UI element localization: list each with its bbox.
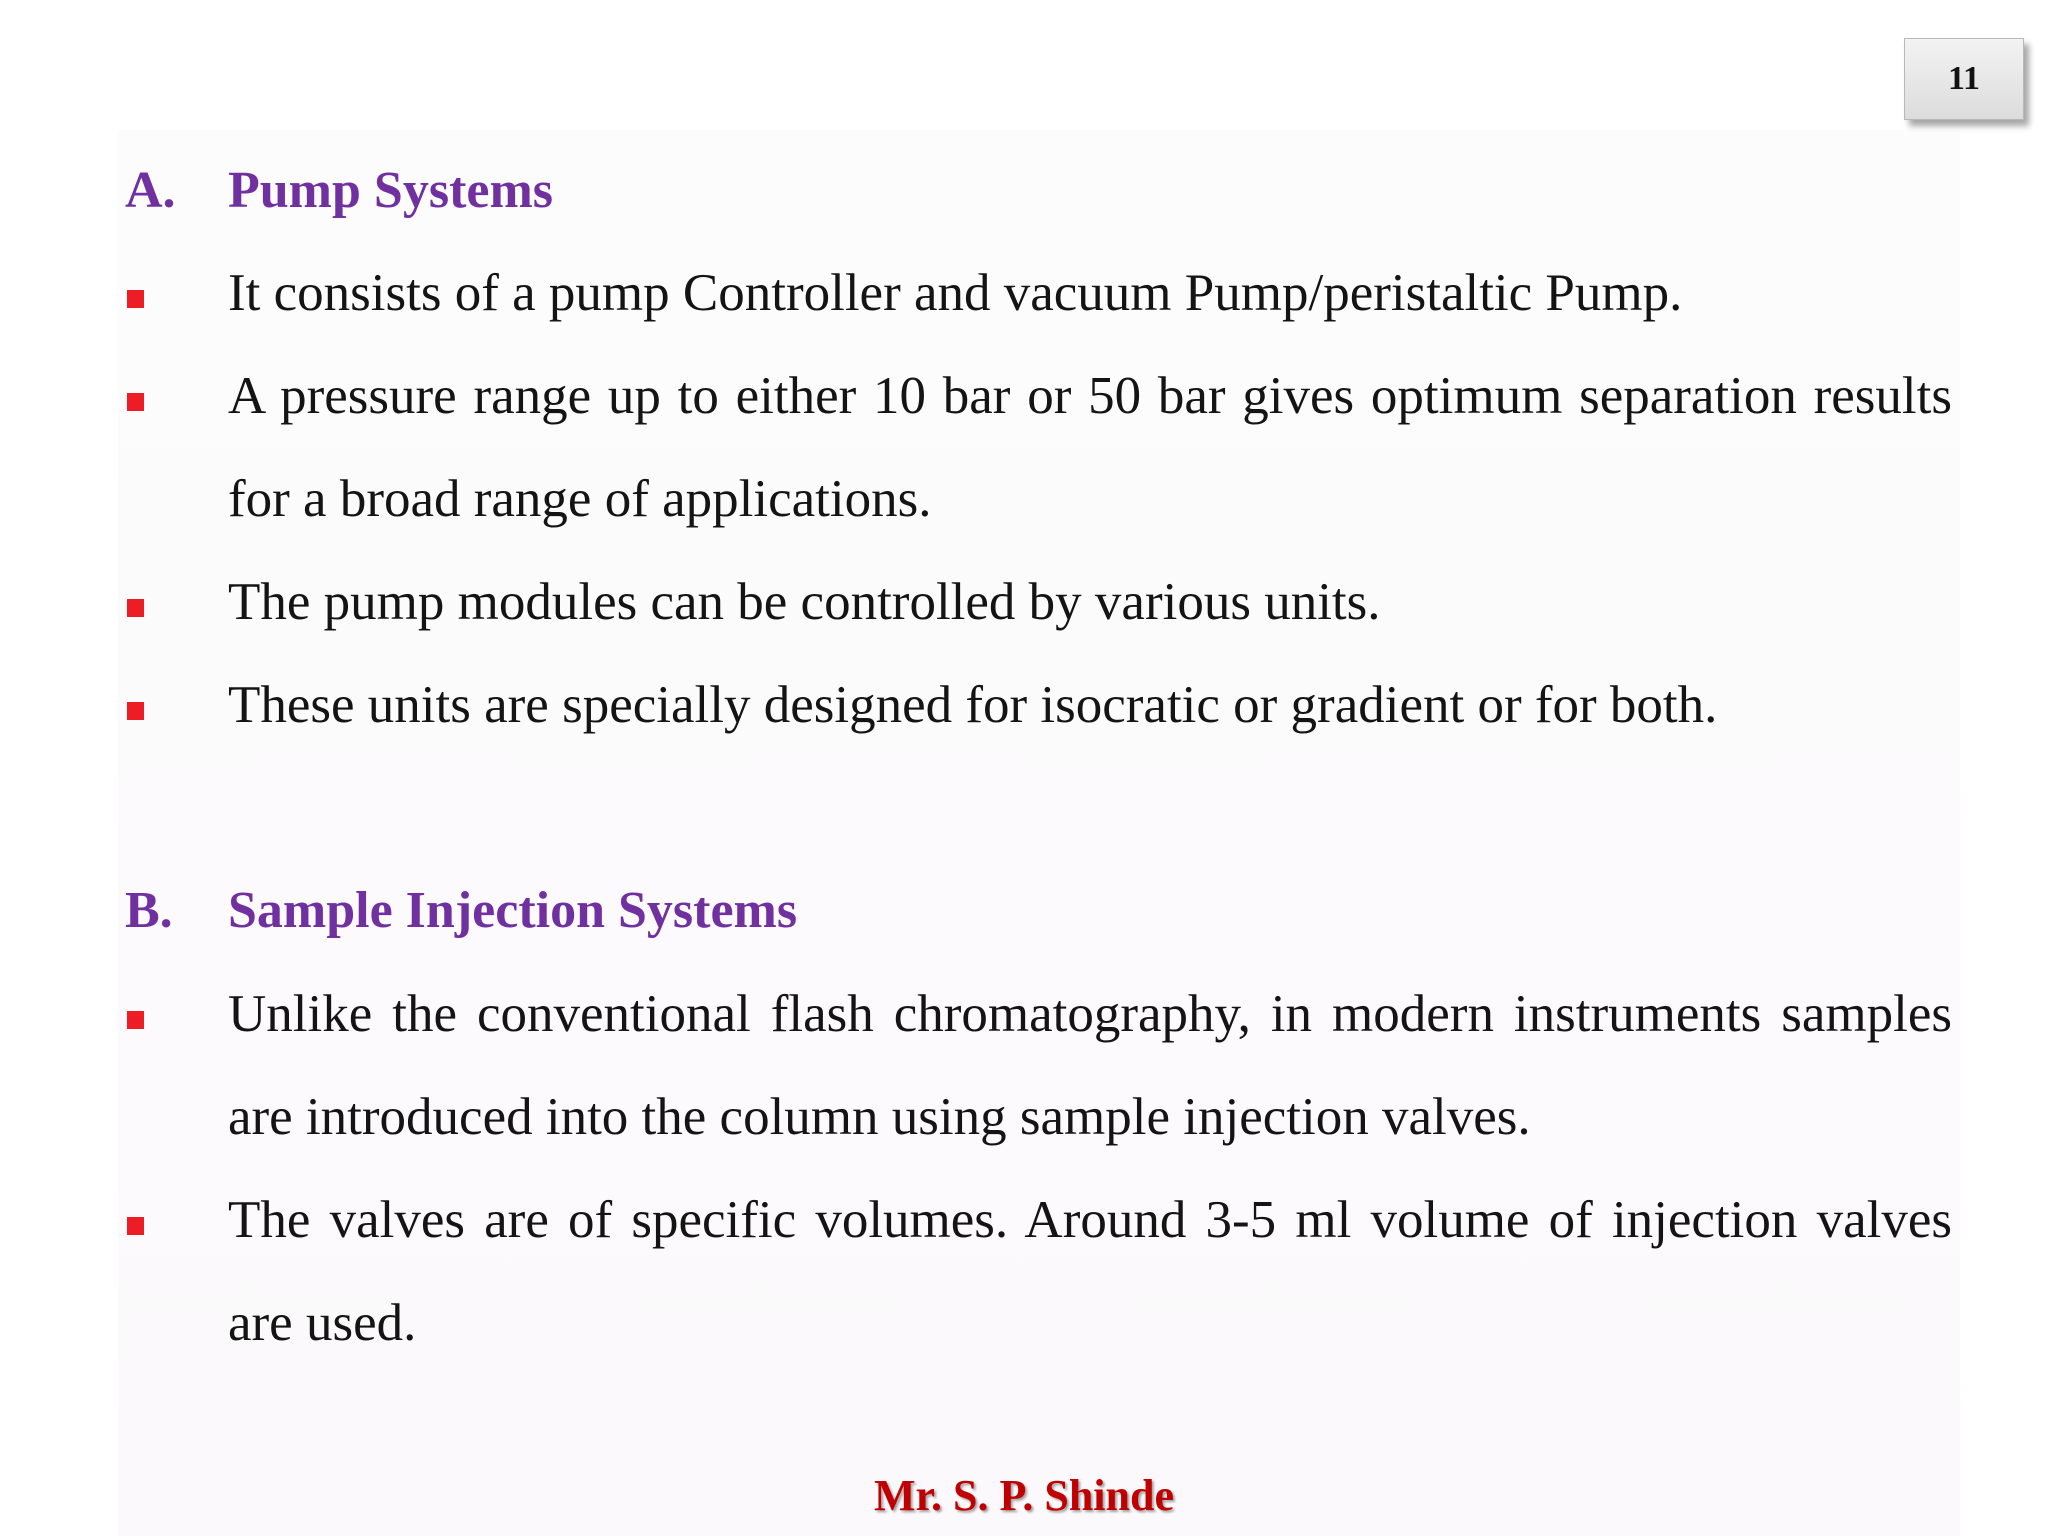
page-number: 11 [1947,60,1981,97]
section-a-heading [125,155,553,225]
section-a-letter: A. [125,161,176,219]
section-b-heading [125,875,797,945]
bullet-text: The valves are of specific volumes. Around 3-5 ml volume of injection valves are used. [228,1191,1952,1352]
bullet-marker-icon [127,1011,144,1029]
bullet-marker-icon [127,702,144,720]
bullet-text: Unlike the conventional flash chromatography, in modern instruments samples are introduced into the column using sample injection valves. [228,985,1952,1146]
bullet-text: The pump modules can be controlled by various units. [228,573,1381,631]
author-footer: Mr. S. P. Shinde [874,1471,1174,1520]
bullet-marker-icon [127,599,144,617]
bullet-marker-icon [127,290,144,308]
section-b-letter: B. [125,881,173,939]
section-b-title: Sample Injection Systems [228,881,798,939]
bullet-text: A pressure range up to either 10 bar or 50 bar gives optimum separation results for a broad range of applications. [228,367,1952,528]
section-a-title: Pump Systems [228,161,554,219]
bullet-marker-icon [127,393,144,411]
bullet-text: These units are specially designed for isocratic or gradient or for both. [228,676,1718,734]
bullet-text: It consists of a pump Controller and vacuum Pump/peristaltic Pump. [228,264,1683,322]
page-number-badge [1904,38,2024,120]
bullet-marker-icon [127,1217,144,1235]
